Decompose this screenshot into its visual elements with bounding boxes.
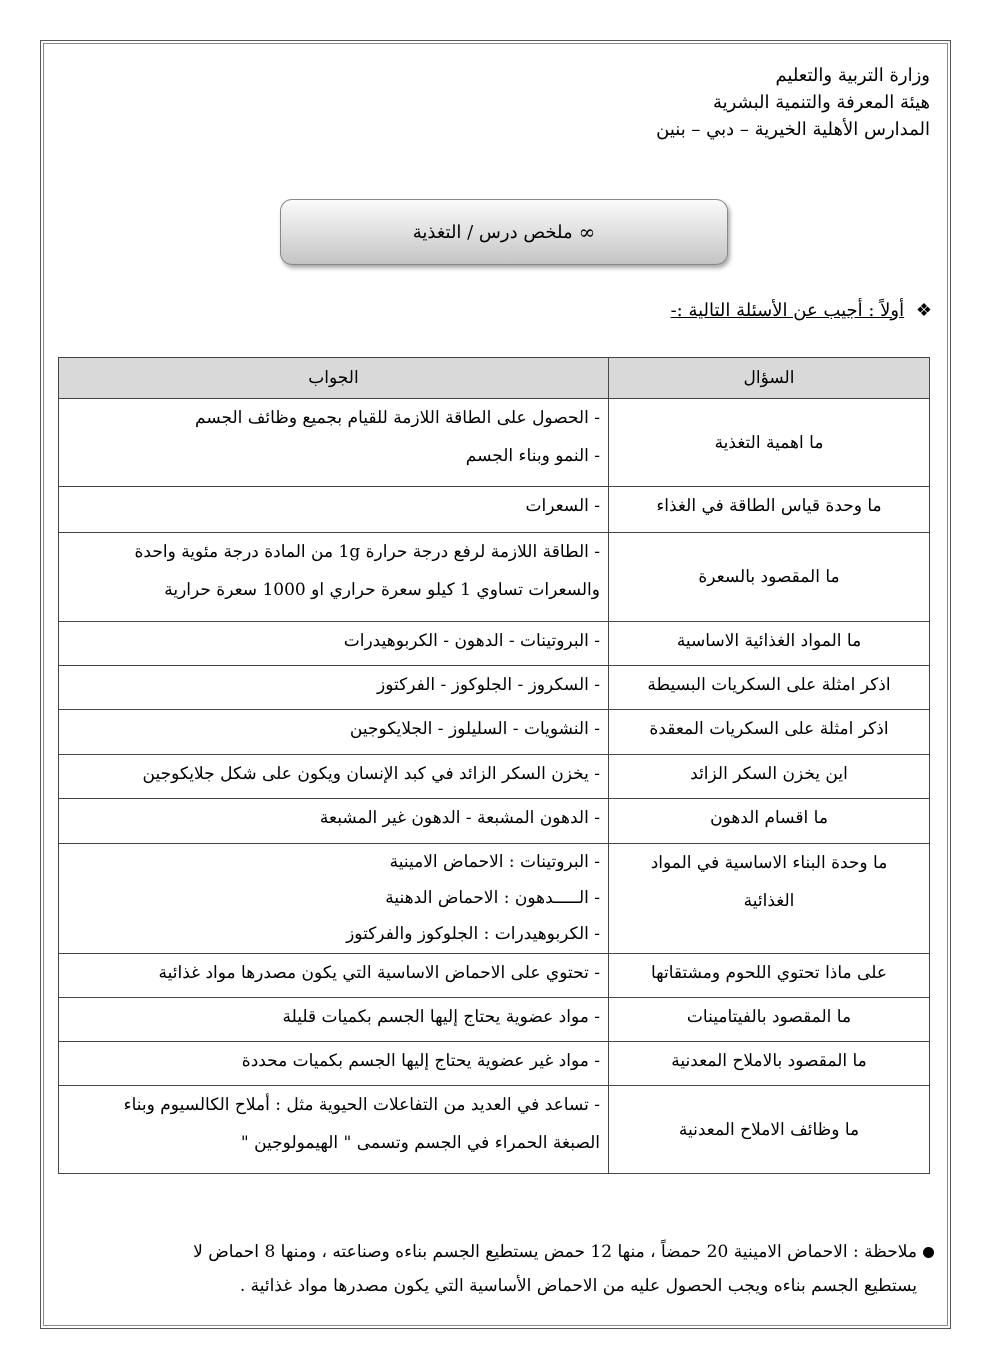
answer-line: - يخزن السكر الزائد في كبد الإنسان ويكون على شكل جلايكوجين: [142, 764, 600, 784]
note-text-1: ملاحظة : الاحماض الامينية 20 حمضاً ، منها 12 حمض يستطيع الجسم بناءه وصناعته ، ومنها 8 احماض لا: [193, 1242, 917, 1262]
answer-cell: [59, 1042, 609, 1086]
lesson-title: ملخص درس / التغذية: [412, 221, 573, 243]
table-row: [59, 1086, 930, 1174]
answer-cell: [59, 487, 609, 533]
answer-line: - الدهون المشبعة - الدهون غير المشبعة: [319, 808, 600, 828]
table-row: [59, 1042, 930, 1086]
question-cell: [609, 755, 930, 799]
table-row: [59, 533, 930, 622]
question-text: اذكر امثلة على السكريات المعقدة: [649, 719, 889, 739]
answer-line: - السكروز - الجلوكوز - الفركتوز: [377, 675, 600, 695]
answer-line: - الكربوهيدرات : الجلوكوز والفركتوز: [346, 924, 600, 944]
answer-line: - مواد غير عضوية يحتاج إليها الجسم بكميات محددة: [241, 1051, 600, 1071]
table-row: [59, 399, 930, 487]
question-text: ما اهمية التغذية: [714, 432, 824, 453]
answer-line: - تحتوي على الاحماض الاساسية التي يكون مصدرها مواد غذائية: [158, 963, 600, 983]
table-row: [59, 622, 930, 666]
answer-line: - النشويات - السليلوز - الجلايكوجين: [349, 719, 600, 739]
section-heading: [671, 300, 932, 321]
answer-line: - البروتينات - الدهون - الكربوهيدرات: [343, 631, 600, 651]
question-text: ما المقصود بالفيتامينات: [686, 1007, 852, 1027]
answer-cell: [59, 755, 609, 799]
table-header-row: [59, 358, 930, 399]
answer-cell: [59, 1086, 609, 1174]
question-cell: [609, 1042, 930, 1086]
table-row: [59, 799, 930, 844]
question-text: ما المقصود بالسعرة: [698, 567, 840, 587]
table-row: [59, 954, 930, 998]
answer-cell: [59, 533, 609, 622]
school-header: [656, 62, 930, 143]
amino-acids-note: [84, 1235, 934, 1303]
authority-name: هيئة المعرفة والتنمية البشرية: [712, 92, 930, 113]
answer-line: والسعرات تساوي 1 كيلو سعرة حراري او 1000 سعرة حرارية: [164, 580, 600, 600]
question-text: اين يخزن السكر الزائد: [690, 764, 848, 784]
table-row: [59, 755, 930, 799]
question-cell: [609, 1086, 930, 1174]
answer-cell: [59, 844, 609, 954]
question-text: ما وظائف الاملاح المعدنية: [678, 1119, 860, 1140]
question-text: ما وحدة قياس الطاقة في الغذاء: [656, 496, 882, 516]
diamond-bullet-icon: ❖: [915, 300, 932, 321]
note-text-2: يستطيع الجسم بناءه ويجب الحصول عليه من الاحماض الأساسية التي يكون مصدرها مواد غذائية .: [239, 1276, 917, 1296]
answer-cell: [59, 622, 609, 666]
question-cell: [609, 954, 930, 998]
qa-table: [58, 357, 930, 1174]
answer-column-header: الجواب: [59, 358, 609, 399]
answer-cell: [59, 998, 609, 1042]
answer-cell: [59, 666, 609, 710]
question-text: اذكر امثلة على السكريات البسيطة: [647, 675, 891, 695]
ministry-name: وزارة التربية والتعليم: [775, 65, 930, 86]
question-text: على ماذا تحتوي اللحوم ومشتقاتها: [650, 963, 887, 983]
question-text: ما المواد الغذائية الاساسية: [676, 631, 862, 651]
answer-line: الصبغة الحمراء في الجسم وتسمى " الهيمولوجين ": [240, 1133, 600, 1153]
school-name: المدارس الأهلية الخيرية – دبي – بنين: [656, 119, 930, 140]
question-cell: [609, 710, 930, 755]
answer-line: - تساعد في العديد من التفاعلات الحيوية مثل : أملاح الكالسيوم وبناء: [123, 1095, 600, 1115]
answer-line: - النمو وبناء الجسم: [465, 446, 600, 466]
question-column-header: السؤال: [609, 358, 930, 399]
answer-line: - مواد عضوية يحتاج إليها الجسم بكميات قليلة: [282, 1007, 600, 1027]
question-cell: [609, 998, 930, 1042]
answer-cell: [59, 954, 609, 998]
answer-line: - الطاقة اللازمة لرفع درجة حرارة 1g من المادة درجة مئوية واحدة: [134, 542, 600, 562]
question-cell: [609, 799, 930, 844]
ornament-icon: ∞: [578, 220, 596, 244]
question-cell: [609, 487, 930, 533]
answer-line: - الـــــدهون : الاحماض الدهنية: [385, 888, 600, 908]
question-text: ما اقسام الدهون: [710, 808, 828, 828]
question-cell: [609, 399, 930, 487]
answer-line: - البروتينات : الاحماض الامينية: [389, 852, 600, 872]
answer-cell: [59, 710, 609, 755]
note-line-1: [84, 1235, 934, 1269]
table-row: [59, 666, 930, 710]
answer-line: - الحصول على الطاقة اللازمة للقيام بجميع وظائف الجسم: [195, 408, 600, 428]
lesson-title-box: [280, 199, 728, 265]
table-row: [59, 844, 930, 954]
table-row: [59, 710, 930, 755]
question-cell: [609, 844, 930, 954]
question-cell: [609, 622, 930, 666]
table-row: [59, 487, 930, 533]
answer-cell: [59, 799, 609, 844]
question-cell: [609, 666, 930, 710]
question-text: ما المقصود بالاملاح المعدنية: [671, 1051, 867, 1071]
answer-cell: [59, 399, 609, 487]
table-row: [59, 998, 930, 1042]
question-cell: [609, 533, 930, 622]
question-text: ما وحدة البناء الاساسية في المواد الغذائية: [650, 853, 888, 911]
bullet-icon: [923, 1247, 934, 1258]
section-heading-text: أولاً : أجيب عن الأسئلة التالية :-: [670, 300, 905, 321]
answer-line: - السعرات: [525, 496, 600, 516]
